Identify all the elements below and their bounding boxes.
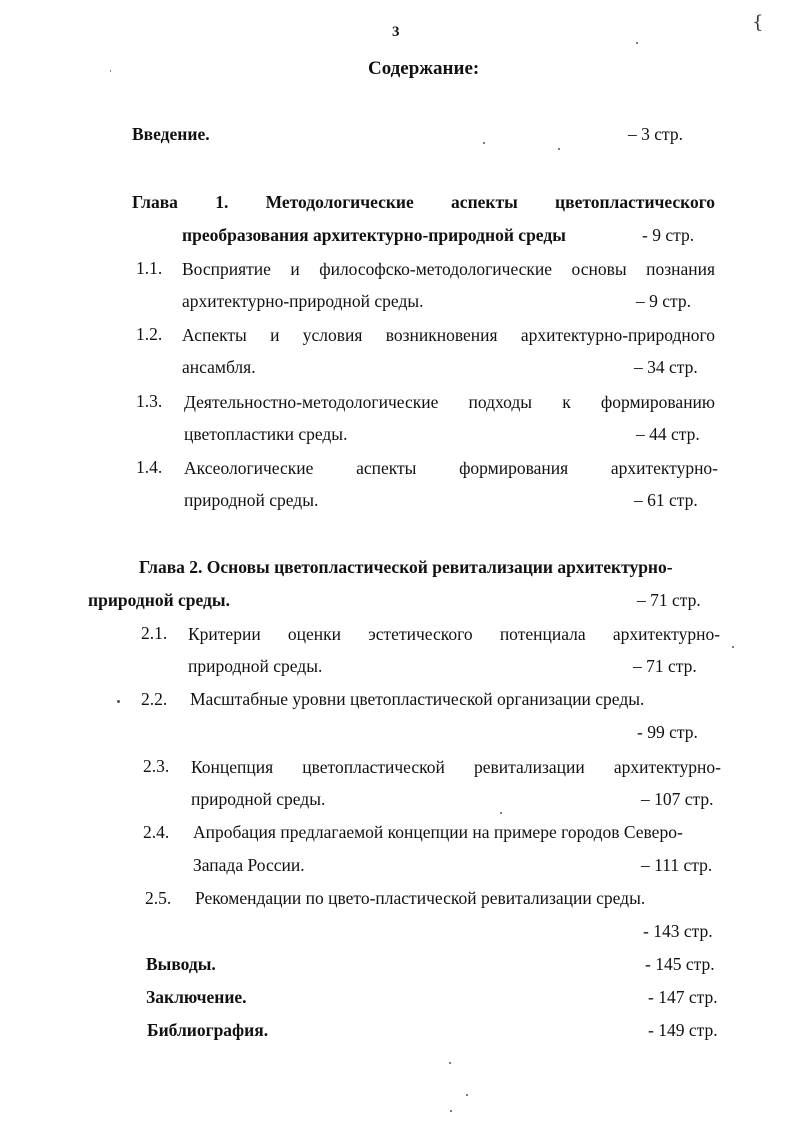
scan-speck [449,1062,451,1064]
section-1-3-number: 1.3. [136,391,163,411]
section-2-2-page: - 99 стр. [637,722,698,742]
section-2-1-page: – 71 стр. [633,656,697,676]
scan-speck [483,142,485,144]
section-2-4-line2: Запада России. [193,855,305,875]
section-1-1-page: – 9 стр. [636,291,692,311]
scan-speck [450,1110,452,1112]
section-1-4-number: 1.4. [136,457,163,477]
section-1-2-number: 1.2. [136,324,163,344]
scan-speck [110,70,111,72]
section-1-3-line2: цветопластики среды. [184,424,348,444]
section-2-3-line2: природной среды. [191,789,326,809]
section-1-4-line2: природной среды. [184,490,319,510]
section-1-3-line1: Деятельностно-методологические подходы к формированию [184,392,715,412]
toc-summary-label: Заключение. [146,987,247,1007]
page-number: 3 [392,24,400,40]
section-2-1-number: 2.1. [141,623,168,643]
section-2-4-number: 2.4. [143,822,170,842]
toc-conclusions-label: Выводы. [146,954,216,974]
corner-pen-mark: { [752,12,764,33]
chapter1-page: - 9 стр. [642,225,695,245]
section-2-3-page: – 107 стр. [641,789,714,809]
section-1-4-line1: Аксеологические аспекты формирования архитектурно- [184,458,718,478]
toc-conclusions-page: - 145 стр. [645,954,715,974]
section-1-1-line1: Восприятие и философско-методологические основы познания [182,259,715,279]
scan-speck [117,700,120,703]
section-2-2-line1: Масштабные уровни цветопластической организации среды. [190,689,645,709]
chapter2-page: – 71 стр. [637,590,701,610]
section-2-4-line1: Апробация предлагаемой концепции на примере городов Северо- [193,822,683,842]
section-2-3-line1: Концепция цветопластической ревитализации архитектурно- [191,757,721,777]
scan-speck [500,812,502,814]
scan-speck [466,1094,468,1096]
section-1-1-number: 1.1. [136,258,163,278]
section-2-1-line1: Критерии оценки эстетического потенциала архитектурно- [188,624,720,644]
section-1-2-line2: ансамбля. [182,357,256,377]
section-2-2-number: 2.2. [141,689,168,709]
section-2-5-page: - 143 стр. [643,921,713,941]
scan-speck [558,148,560,150]
toc-summary-page: - 147 стр. [648,987,718,1007]
section-1-2-line1: Аспекты и условия возникновения архитектурно-природного [182,325,715,345]
toc-intro-page: – 3 стр. [628,124,684,144]
section-1-3-page: – 44 стр. [636,424,700,444]
toc-intro-label: Введение. [132,124,210,144]
chapter1-title-line2: преобразования архитектурно-природной среды [182,225,566,245]
section-2-5-number: 2.5. [145,888,172,908]
toc-bibliography-label: Библиография. [147,1020,269,1040]
section-2-1-line2: природной среды. [188,656,323,676]
toc-title: Содержание: [368,58,480,79]
toc-bibliography-page: - 149 стр. [648,1020,718,1040]
section-2-3-number: 2.3. [143,756,170,776]
section-1-4-page: – 61 стр. [634,490,698,510]
section-2-4-page: – 111 стр. [641,855,713,875]
section-1-2-page: – 34 стр. [634,357,698,377]
chapter2-title-line1: Глава 2. Основы цветопластической ревитализации архитектурно- [139,557,673,577]
chapter2-title-line2: природной среды. [88,590,230,610]
section-2-5-line1: Рекомендации по цвето-пластической ревитализации среды. [195,888,646,908]
scan-speck [636,42,638,44]
chapter1-title-line1: Глава 1. Методологические аспекты цветопластического [132,192,715,212]
scan-speck [732,646,734,648]
section-1-1-line2: архитектурно-природной среды. [182,291,424,311]
